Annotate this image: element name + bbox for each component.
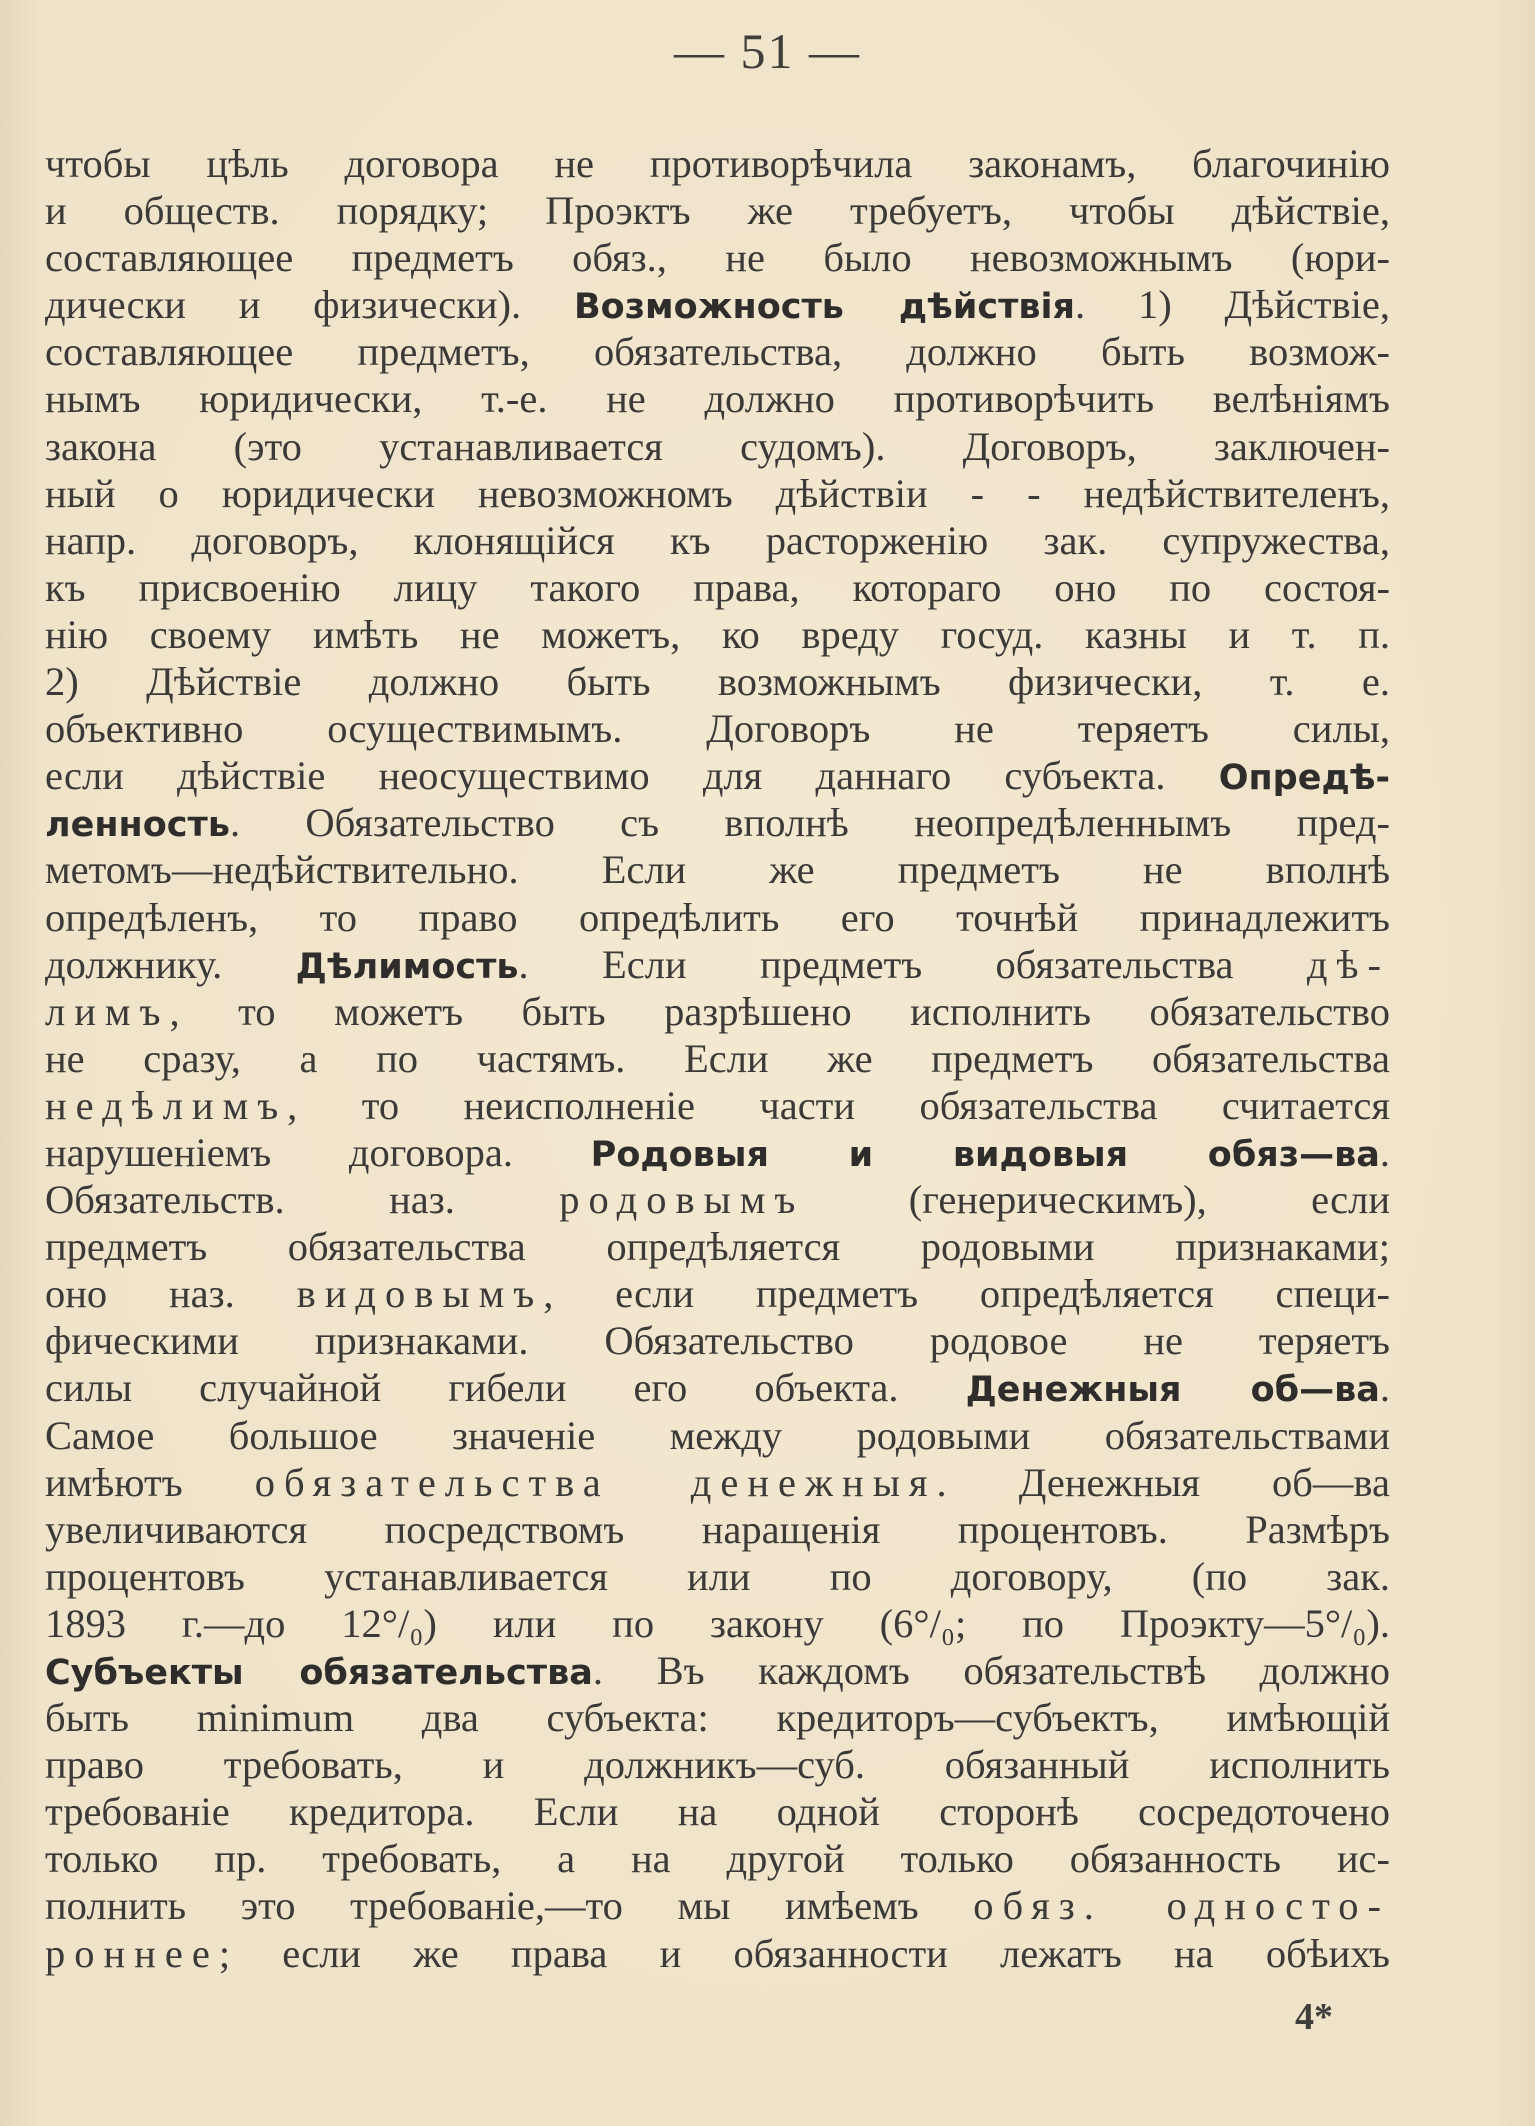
text-segment: , то можетъ быть разрѣшено исполнить обязательство bbox=[169, 988, 1390, 1034]
text-segment: право требовать, и должникъ—суб. обязанный исполнить bbox=[45, 1742, 1390, 1788]
text-line bbox=[45, 1082, 1390, 1129]
text-segment: если дѣйствіе неосуществимо для даннаго субъекта. bbox=[45, 753, 1219, 799]
text-segment: увеличиваются посредствомъ наращенія процентовъ. Размѣръ bbox=[45, 1506, 1390, 1552]
text-segment: опредѣленъ, то право опредѣлить его точнѣй принадлежитъ bbox=[45, 894, 1390, 940]
text-line bbox=[45, 941, 1390, 988]
bold-heading-text: Денежныя об—ва bbox=[965, 1370, 1380, 1411]
text-line bbox=[45, 423, 1390, 470]
text-segment: (генерическимъ), если bbox=[804, 1177, 1390, 1223]
text-line bbox=[45, 1835, 1390, 1882]
spaced-emphasis-text: обязательства денежныя bbox=[254, 1459, 937, 1505]
text-line bbox=[45, 1506, 1390, 1553]
text-line bbox=[45, 1364, 1390, 1411]
spaced-emphasis-text: дѣ- bbox=[1306, 941, 1390, 987]
text-line bbox=[45, 894, 1390, 941]
text-line bbox=[45, 846, 1390, 893]
text-segment: 1893 г.—до 12°/₀) или по закону (6°/₀; по Проэкту—5°/₀). bbox=[45, 1600, 1390, 1646]
bold-heading-text: Дѣлимость bbox=[295, 946, 519, 987]
text-line bbox=[45, 564, 1390, 611]
text-segment: . Въ каждомъ обязательствѣ должно bbox=[592, 1648, 1390, 1693]
spaced-emphasis-text: видовымъ bbox=[296, 1271, 544, 1317]
spaced-emphasis-text: роннее bbox=[45, 1930, 219, 1976]
text-segment: и обществ. порядку; Проэктъ же требуетъ, чтобы дѣйствіе, bbox=[45, 188, 1390, 234]
text-segment: метомъ—недѣйствительно. Если же предметъ не вполнѣ bbox=[45, 847, 1390, 893]
text-segment: , то неисполненіе части обязательства считается bbox=[287, 1082, 1390, 1128]
text-segment: закона (это устанавливается судомъ). Договоръ, заключен- bbox=[45, 423, 1390, 469]
text-line bbox=[45, 1317, 1390, 1364]
text-segment: чтобы цѣль договора не противорѣчила законамъ, благочинію bbox=[45, 141, 1390, 186]
text-line bbox=[45, 1223, 1390, 1270]
text-line bbox=[45, 1694, 1390, 1741]
text-line bbox=[45, 1600, 1390, 1647]
text-line bbox=[45, 470, 1390, 517]
text-segment: силы случайной гибели его объекта. bbox=[45, 1365, 966, 1411]
text-line bbox=[45, 1459, 1390, 1506]
text-line bbox=[45, 658, 1390, 705]
spaced-emphasis-text: лимъ bbox=[45, 988, 170, 1034]
text-segment: . bbox=[1379, 1365, 1390, 1411]
spaced-emphasis-text: обяз. односто- bbox=[973, 1883, 1390, 1929]
text-segment: ный о юридически невозможномъ дѣйствіи - - недѣйствителенъ, bbox=[45, 470, 1390, 516]
text-line bbox=[45, 1930, 1390, 1977]
text-line bbox=[45, 1176, 1390, 1223]
bold-heading-text: Родовыя и видовыя обяз—ва bbox=[590, 1134, 1380, 1175]
text-segment: Обязательств. наз. bbox=[45, 1177, 560, 1223]
text-line bbox=[45, 611, 1390, 658]
text-line bbox=[45, 328, 1390, 375]
bold-heading-text: ленность bbox=[45, 805, 230, 846]
text-segment: нію своему имѣть не можетъ, ко вреду госуд. казны и т. п. bbox=[45, 611, 1390, 657]
text-segment: . bbox=[1379, 1129, 1390, 1175]
text-line bbox=[45, 1129, 1390, 1176]
text-line bbox=[45, 375, 1390, 422]
text-line bbox=[45, 752, 1390, 799]
text-line bbox=[45, 705, 1390, 752]
signature-mark: 4* bbox=[1295, 1996, 1333, 2038]
text-segment: составляющее предметъ обяз., не было невозможнымъ (юри- bbox=[45, 235, 1390, 281]
text-line bbox=[45, 1412, 1390, 1459]
text-segment: должнику. bbox=[45, 941, 296, 987]
text-segment: нарушеніемъ договора. bbox=[45, 1129, 591, 1175]
text-segment: ; если же права и обязанности лежатъ на обѣихъ bbox=[218, 1930, 1390, 1976]
text-segment: къ присвоенію лицу такого права, котораго оно по состоя- bbox=[45, 564, 1390, 610]
bold-heading-text: Возможность дѣйствія bbox=[574, 287, 1076, 328]
text-line bbox=[45, 517, 1390, 564]
body-text bbox=[45, 140, 1390, 1977]
text-line bbox=[45, 1553, 1390, 1600]
text-segment: оно наз. bbox=[45, 1271, 297, 1317]
text-line bbox=[45, 281, 1390, 328]
text-segment: . Обязательство съ вполнѣ неопредѣленнымъ пред- bbox=[229, 800, 1390, 846]
text-segment: предметъ обязательства опредѣляется родовыми признаками; bbox=[45, 1224, 1390, 1270]
text-line bbox=[45, 1788, 1390, 1835]
text-segment: дически и физически). bbox=[45, 282, 574, 328]
text-segment: требованіе кредитора. Если на одной сторонѣ сосредоточено bbox=[45, 1789, 1390, 1835]
text-segment: . Денежныя об—ва bbox=[936, 1459, 1390, 1505]
text-segment: процентовъ устанавливается или по договору, (по зак. bbox=[45, 1553, 1390, 1599]
text-line bbox=[45, 187, 1390, 234]
text-segment: . 1) Дѣйствіе, bbox=[1075, 282, 1390, 328]
page-number: — 51 — bbox=[674, 23, 861, 79]
spaced-emphasis-text: недѣлимъ bbox=[45, 1082, 288, 1128]
text-segment: . Если предметъ обязательства bbox=[518, 941, 1307, 987]
text-segment: нымъ юридически, т.-е. не должно противорѣчить велѣніямъ bbox=[45, 376, 1390, 422]
text-line bbox=[45, 988, 1390, 1035]
text-line bbox=[45, 1270, 1390, 1317]
text-line bbox=[45, 1647, 1390, 1694]
text-segment: , если предметъ опредѣляется специ- bbox=[543, 1271, 1390, 1317]
text-segment: 2) Дѣйствіе должно быть возможнымъ физически, т. е. bbox=[45, 659, 1390, 705]
text-segment: полнить это требованіе,—то мы имѣемъ bbox=[45, 1883, 974, 1929]
text-segment: составляющее предметъ, обязательства, должно быть возмож- bbox=[45, 329, 1390, 375]
text-segment: быть minimum два субъекта: кредиторъ—субъектъ, имѣющій bbox=[45, 1695, 1390, 1741]
text-segment: имѣютъ bbox=[45, 1459, 255, 1505]
text-line bbox=[45, 1882, 1390, 1929]
text-segment: фическими признаками. Обязательство родовое не теряетъ bbox=[45, 1318, 1390, 1364]
text-line bbox=[45, 234, 1390, 281]
spaced-emphasis-text: родовымъ bbox=[559, 1177, 805, 1223]
bold-heading-text: Субъекты обязательства bbox=[45, 1653, 593, 1693]
bold-heading-text: Опредѣ- bbox=[1218, 758, 1390, 799]
text-line bbox=[45, 1035, 1390, 1082]
text-segment: напр. договоръ, клонящійся къ расторженію зак. супружества, bbox=[45, 517, 1390, 563]
text-segment: только пр. требовать, а на другой только обязанность ис- bbox=[45, 1836, 1390, 1882]
text-segment: не сразу, а по частямъ. Если же предметъ обязательства bbox=[45, 1035, 1390, 1081]
text-line bbox=[45, 799, 1390, 846]
text-line bbox=[45, 1741, 1390, 1788]
text-segment: Самое большое значеніе между родовыми обязательствами bbox=[45, 1412, 1390, 1458]
text-segment: объективно осуществимымъ. Договоръ не теряетъ силы, bbox=[45, 706, 1390, 752]
text-line bbox=[45, 140, 1390, 187]
